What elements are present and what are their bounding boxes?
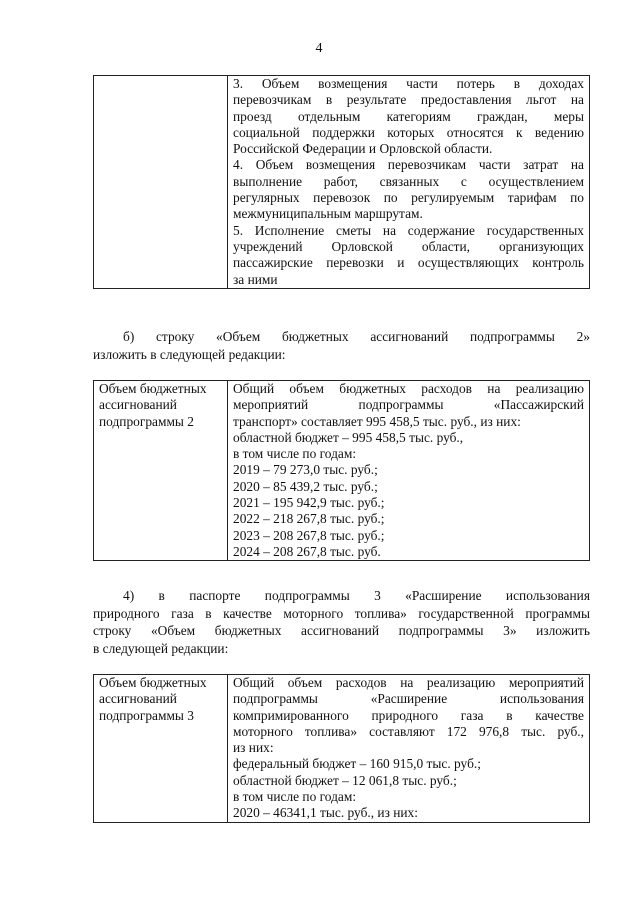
text-line: Общий объем бюджетных расходов на реализацию bbox=[233, 381, 584, 396]
page-number: 4 bbox=[315, 41, 323, 56]
table-label-cell bbox=[94, 381, 228, 561]
text-line: областной бюджет – 995 458,5 тыс. руб., bbox=[233, 429, 464, 445]
text-line: 2021 – 195 942,9 тыс. руб.; bbox=[233, 495, 385, 511]
text-line: Российской Федерации и Орловской области. bbox=[233, 141, 493, 157]
text-line: перевозчикам в результате предоставления льгот на bbox=[233, 92, 584, 108]
instruction-paragraph-b bbox=[93, 328, 590, 363]
label-line: подпрограммы 2 bbox=[99, 413, 194, 429]
text-line: мероприятий подпрограммы «Пассажирский bbox=[233, 397, 584, 413]
table-label-cell bbox=[94, 76, 228, 289]
text-line: 2023 – 208 267,8 тыс. руб.; bbox=[233, 527, 385, 543]
table-label-cell bbox=[94, 675, 228, 823]
paragraph-line: 4) в паспорте подпрограммы 3 «Расширение использования bbox=[123, 588, 590, 603]
text-line: социальной поддержки которых относятся к ведению bbox=[233, 124, 584, 140]
text-line: 3. Объем возмещения части потерь в доходах bbox=[233, 76, 584, 91]
label-line: ассигнований bbox=[99, 691, 177, 707]
text-line: 2024 – 208 267,8 тыс. руб. bbox=[233, 543, 381, 559]
paragraph-line: б) строку «Объем бюджетных ассигнований подпрограммы 2» bbox=[123, 329, 590, 344]
text-line: федеральный бюджет – 160 915,0 тыс. руб.; bbox=[233, 756, 481, 772]
table-content-cell bbox=[228, 381, 590, 561]
label-line: Объем бюджетных bbox=[99, 381, 207, 396]
label-line: Объем бюджетных bbox=[99, 675, 207, 690]
text-line: 2019 – 79 273,0 тыс. руб.; bbox=[233, 462, 378, 478]
text-line: компримированного природного газа в качестве bbox=[233, 707, 584, 723]
table-content-cell bbox=[228, 675, 590, 823]
text-line: в том числе по годам: bbox=[233, 446, 357, 462]
paragraph-line: изложить в следующей редакции: bbox=[93, 346, 286, 362]
text-line: 2020 – 85 439,2 тыс. руб.; bbox=[233, 478, 378, 494]
text-line: 2022 – 218 267,8 тыс. руб.; bbox=[233, 511, 385, 527]
text-line: межмуниципальным маршрутам. bbox=[233, 206, 423, 222]
text-line: выполнение работ, связанных с осуществлением bbox=[233, 173, 584, 189]
text-line: 5. Исполнение сметы на содержание государственных bbox=[233, 222, 584, 238]
text-line: в том числе по годам: bbox=[233, 789, 357, 805]
paragraph-line: в следующей редакции: bbox=[93, 640, 229, 656]
text-line: из них: bbox=[233, 740, 274, 756]
instruction-paragraph-4 bbox=[93, 587, 590, 657]
text-line: 4. Объем возмещения перевозчикам части затрат на bbox=[233, 157, 584, 173]
paragraph-line: строку «Объем бюджетных ассигнований подпрограммы 3» изложить bbox=[93, 623, 590, 638]
label-line: ассигнований bbox=[99, 397, 177, 413]
text-line: регулярных перевозок по регулируемым тарифам по bbox=[233, 190, 584, 206]
table-content-cell bbox=[228, 76, 590, 289]
text-line: моторного топлива» составляют 172 976,8 тыс. руб., bbox=[233, 723, 584, 739]
text-line: областной бюджет – 12 061,8 тыс. руб.; bbox=[233, 772, 457, 788]
text-line: учреждений Орловской области, организующих bbox=[233, 238, 584, 254]
table-budget-subprogram-3 bbox=[93, 674, 590, 823]
text-line: пассажирские перевозки и осуществляющих контроль bbox=[233, 255, 584, 271]
text-line: 2020 – 46341,1 тыс. руб., из них: bbox=[233, 805, 418, 821]
table-subprogram-2-tasks bbox=[93, 75, 590, 289]
text-line: Общий объем расходов на реализацию мероприятий bbox=[233, 675, 584, 690]
text-line: подпрограммы «Расширение использования bbox=[233, 691, 584, 707]
text-line: проезд отдельным категориям граждан, меры bbox=[233, 108, 584, 124]
table-budget-subprogram-2 bbox=[93, 380, 590, 561]
text-line: транспорт» составляет 995 458,5 тыс. руб., из них: bbox=[233, 413, 521, 429]
paragraph-line: природного газа в качестве моторного топлива» государственной программы bbox=[93, 605, 590, 621]
text-line: за ними bbox=[233, 271, 278, 287]
label-line: подпрограммы 3 bbox=[99, 707, 194, 723]
